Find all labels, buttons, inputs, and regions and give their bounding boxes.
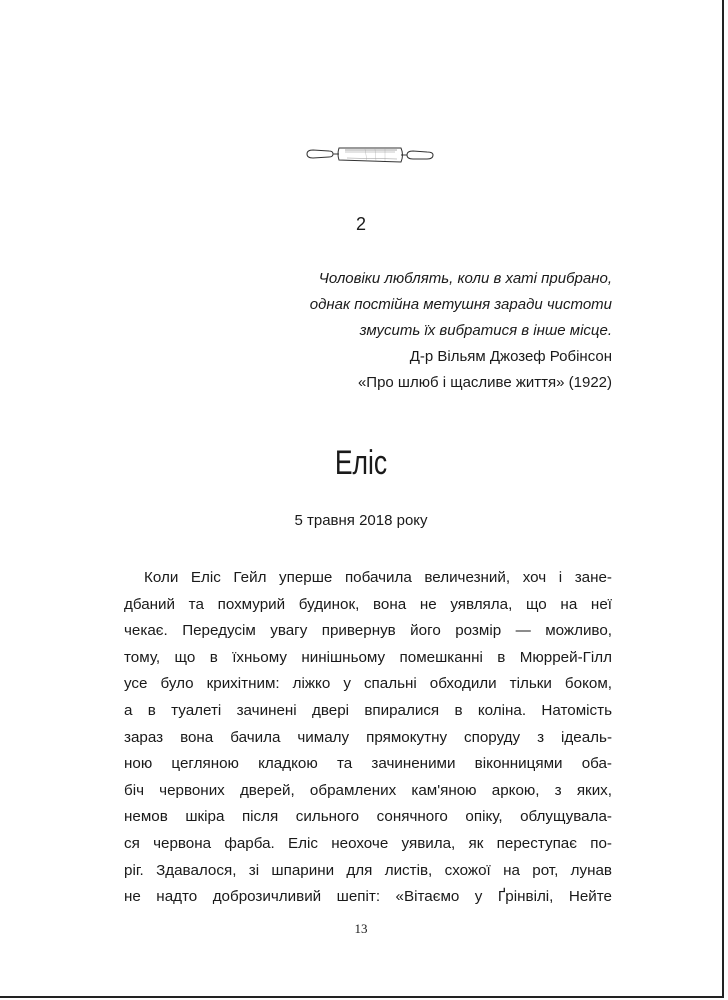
text-line: усе було крихітним: ліжко у спальні обходили тільки боком, — [124, 675, 612, 693]
chapter-date: 5 травня 2018 року — [294, 512, 428, 529]
text-line: зараз вона бачила чималу прямокутну споруду з ідеаль- — [124, 728, 612, 746]
page-number: 13 — [354, 921, 368, 936]
text-line: ся червона фарба. Еліс неохоче уявила, як переступає по- — [124, 834, 612, 852]
epigraph — [192, 266, 612, 396]
text-line: немов шкіра після сильного сонячного опіку, облущувала- — [124, 808, 612, 826]
epigraph-line: змусить їх вибратися в інше місце. — [359, 322, 612, 339]
text-line: Коли Еліс Гейл уперше побачила величезний, хоч і зане- — [144, 569, 612, 586]
text-line: біч червоних дверей, обрамлених кам'яною аркою, з яких, — [124, 781, 612, 799]
text-line: дбаний та похмурий будинок, вона не уявляла, що на неї — [124, 595, 612, 613]
text-line: ною цегляною кладкою та зачиненими віконницями оба- — [124, 755, 612, 773]
text-line: а в туалеті зачинені двері впиралися в коліна. Натомість — [124, 701, 612, 719]
rolling-pin-icon — [305, 140, 435, 170]
body-paragraph — [124, 565, 612, 911]
epigraph-author: Д-р Вільям Джозеф Робінсон — [409, 348, 612, 365]
text-line: не надто доброзичливий шепіт: «Вітаємо у Ґрінвілі, Нейте — [124, 888, 612, 906]
epigraph-line: однак постійна метушня заради чистоти — [309, 296, 612, 313]
text-line: тому, що в їхньому нинішньому помешканні в Мюррей-Гілл — [124, 648, 612, 666]
chapter-title: Еліс — [334, 444, 388, 482]
chapter-number: 2 — [355, 214, 366, 234]
epigraph-line: Чоловіки люблять, коли в хаті прибрано, — [318, 270, 612, 287]
epigraph-source: «Про шлюб і щасливе життя» (1922) — [357, 374, 612, 391]
text-line: чекає. Передусім увагу привернув його розмір — можливо, — [124, 622, 612, 640]
text-line: ріг. Здавалося, зі шпарини для листів, схожої на рот, лунав — [124, 861, 612, 879]
